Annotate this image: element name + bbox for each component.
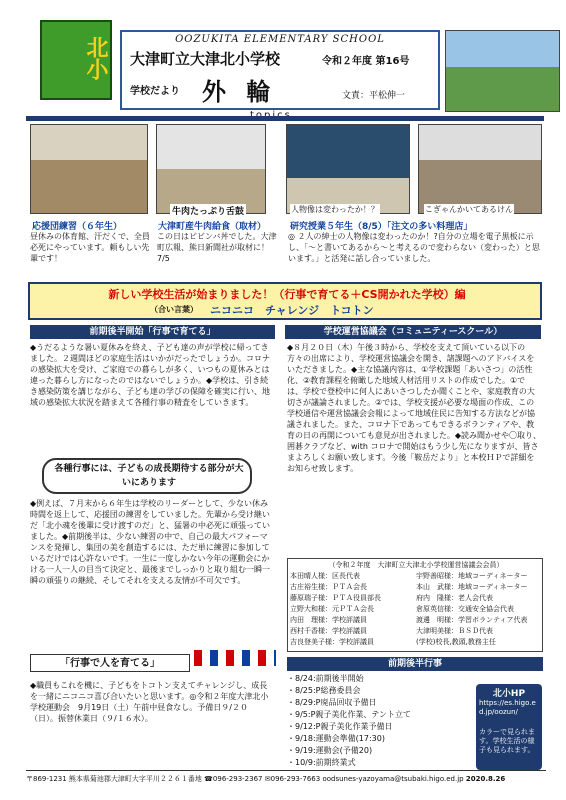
banner bbox=[28, 282, 542, 320]
member-name: 本田晴人様：区長代表 bbox=[290, 572, 360, 580]
member-name: 大津明美様：ＢＳＤ代表 bbox=[416, 627, 493, 635]
schedule-item: ・8/29:P廃品回収予備日 bbox=[287, 698, 377, 707]
member-row bbox=[290, 626, 542, 637]
left-paragraph-3: ◆職員もこれを機に、子どもをトコトン支えてチャレンジし、成長を一緒にニコニコ喜び合いたいと思います。◎令和２年度大津北小学校運動会 9月19日（土）午前中昼食なし。予備日９/２０（日）。振替休業日（９/１６水）。 bbox=[30, 681, 269, 723]
fax-icon: ✉ bbox=[264, 775, 271, 783]
member-name: 宇野善昭様：地域コーディネーター bbox=[416, 572, 528, 580]
hp-title: 北小HP bbox=[492, 689, 526, 699]
banner-slogan: ニコニコ チャレンジ トコトン bbox=[210, 304, 374, 317]
member-row bbox=[290, 571, 542, 582]
school-logo bbox=[40, 20, 112, 100]
topic-caption-class: 人物像は変わったか！？ bbox=[291, 205, 379, 214]
footer-date: 2020.8.26 bbox=[465, 775, 506, 783]
schedule-item: ・8/24:前期後半開始 bbox=[287, 674, 364, 683]
topic-photo-cheer bbox=[30, 124, 148, 214]
title-panel bbox=[120, 30, 440, 110]
members-table bbox=[287, 558, 543, 652]
schedule-item: ・10/9:前期終業式 bbox=[287, 758, 356, 767]
right-heading: 学校運営協議会（コミュニティースクール） bbox=[285, 325, 541, 339]
member-name: 西村千香様：学校評議員 bbox=[290, 627, 367, 635]
topic-title-cheer: 応援団練習（６年生） bbox=[32, 222, 123, 232]
school-photo bbox=[445, 30, 560, 112]
member-name: 倉原英信様：交通安全協会代表 bbox=[416, 605, 514, 613]
left-callout bbox=[42, 458, 252, 494]
schedule-heading: 前期後半行事 bbox=[287, 657, 543, 671]
footer-rule bbox=[26, 770, 546, 771]
right-paragraph: ◆８月２０日（木）午後３時から、学校を支えて頂いている以下の方々の出席により、学校運営協議会を開き、諸課題へのアドバイスをいただきました。◆主な協議内容は、①学校課題「あいさつ」の活性化、②教育課程を俯瞰した地域人材活用リストの作成でした。①では、学校で登校中に何人にあいさつしたか聞くことや、家庭教育の大切さが議論されました。②では、学校支援が必要な場面の作成、この学校通信や運営協議会会報によって地域住民に告知する方法などが協議されました。また、コロナ下であってもできるボランティアや、教育の日の再開についても意見が出されました。◆読み聞かせや〇取り、囲碁クラブなど、with コロナで開始はもう少し先になりますが、皆さまよろしくお願い致します。今後「鞍岳だより」と本校ＨＰで詳細をお知らせ致します。 bbox=[287, 343, 541, 473]
left-paragraph-1: ◆うだるような暑い夏休みを終え、子ども達の声が学校に帰ってきました。２週間ほどの家庭生活はいかがだったでしょうか。コロナの感染拡大を受け、ご家庭での暮らしが多く、いつもの夏休みとは違った暮らし方になったのではないでしょうか。◆学校は、引き続き感染防策を講じながら、子ども達の学びの保障を確実に行い、地域の感染拡大状況を踏まえて各種行事の精査をしていきます。 bbox=[30, 343, 270, 407]
issue-number: 令和２年度 第16号 bbox=[322, 56, 410, 67]
schedule-item: ・9/12:P親子美化作業予備日 bbox=[287, 722, 393, 731]
hp-url[interactable]: https://es.higo.ed.jp/oozun/ bbox=[479, 699, 536, 716]
hp-text: カラーで見られます。学校生活の様子も見られます。 bbox=[479, 728, 535, 754]
member-name: 渡邊 明様：学習ボランティア代表 bbox=[416, 616, 528, 624]
newsletter-name: 外 輪 bbox=[202, 77, 277, 106]
banner-sub-label: （合い言葉） bbox=[150, 305, 198, 314]
schedule-item: ・9/19:運動会(予備20) bbox=[287, 746, 373, 755]
members-title: （令和２年度 大津町立大津北小学校運営協議会会員） bbox=[328, 561, 504, 569]
topic-body-class: ◎ ２人の紳士の人物像は変わったのか！?自分の立場を電子黒板に示し、「～と書いてあるから～と考えるので変わらない（変わった）と思います。」と活発に話し合っていました。 bbox=[288, 232, 540, 263]
topics-band bbox=[26, 116, 544, 121]
footer-tel: 096-293-2367 bbox=[212, 775, 263, 783]
member-row bbox=[290, 582, 542, 593]
schedule-item: ・8/25:P総務委員会 bbox=[287, 686, 361, 695]
school-name-jp: 大津町立大津北小学校 bbox=[130, 50, 281, 68]
flags-illustration bbox=[194, 650, 276, 666]
member-name: 古庄裕生様：ＰＴＡ会長 bbox=[290, 583, 367, 591]
schedule-item: ・9/18:運動会準備(17:30) bbox=[287, 734, 385, 743]
topic-body-cheer: 昼休みの体育館、汗だくで、全員必死にやっています。頼もしい先輩です！ bbox=[30, 232, 150, 263]
topic-title-lunch: 大津町産牛肉給食（取材） bbox=[158, 222, 267, 232]
banner-main: 新しい学校生活が始まりました！（行事で育てる＋CS開かれた学校）編 bbox=[108, 288, 466, 301]
member-name: 吉良登美子様：学校評議員 bbox=[290, 638, 374, 646]
newsletter-label: 学校だより bbox=[130, 86, 180, 97]
schedule-list bbox=[287, 673, 473, 769]
author-credit: 文責：平松伸一 bbox=[342, 91, 406, 101]
member-row bbox=[290, 637, 542, 648]
member-name: 本山 武様：地域コーディネーター bbox=[416, 583, 528, 591]
footer-address: 〒869-1231 熊本県菊池郡大津町大字平川２２６１番地 bbox=[26, 775, 202, 783]
member-name: 藤原瑞子様：ＰＴＡ役員部長 bbox=[290, 594, 381, 602]
member-name: 立野大和様：元ＰＴＡ会長 bbox=[290, 605, 374, 613]
left-callout-text: 各種行事には、子どもの成長期待する部分が大いにあります bbox=[54, 464, 244, 488]
topic-caption-discussion: こぎゃんかいてあるけん bbox=[425, 205, 513, 214]
footer-fax: 096-293-7663 bbox=[270, 775, 321, 783]
left-heading-2: 「行事で人を育てる」 bbox=[30, 654, 190, 672]
topic-caption-lunch: 牛肉たっぷり舌鼓 bbox=[170, 204, 246, 217]
member-name: 府内 隆様：老人会代表 bbox=[416, 594, 493, 602]
member-row bbox=[290, 593, 542, 604]
member-name: (学校)校長,教頭,教務主任 bbox=[416, 638, 496, 646]
left-paragraph-2: ◆例えば、７月末から６年生は学校のリーダーとして、少ない休み時間を返上して、応援団の練習をしていました。先輩から受け継いだ「北小魂を後輩に受け渡すのだ」と、猛暑の中必死に頑張っていました。◆前期後半は、少ない練習の中で、自己の最大パフォーマンスを発揮し、集団の美を創造するには、ただ単に練習に参加しているだけでは心許ないです。一生に一度しかない今年の運動会にかける一人一人の目当て決定と、最後までしっかりと取り組む一瞬一瞬の頑張りの継続、そしてそれを支える友情が不可欠です。 bbox=[30, 499, 270, 585]
phone-icon: ☎ bbox=[204, 775, 213, 783]
school-name-en: OOZUKITA ELEMENTARY SCHOOL bbox=[175, 34, 385, 45]
member-row bbox=[290, 615, 542, 626]
topic-title-class: 研究授業５年生（8/5）「注文の多い料理店」 bbox=[290, 222, 473, 232]
topic-photo-class bbox=[286, 124, 410, 214]
logo-glyph: 北小 bbox=[83, 36, 108, 80]
left-heading: 前期後半開始「行事で育てる」 bbox=[30, 325, 275, 339]
topic-body-lunch: この日はビビンバ丼でした。大津町広報、熊日新聞社が取材に！7/5 bbox=[157, 232, 277, 263]
member-row bbox=[290, 604, 542, 615]
hp-info-box bbox=[476, 684, 542, 770]
member-name: 内田 理様：学校評議員 bbox=[290, 616, 367, 624]
footer-email[interactable]: oodsunes-yazoyama@tsubaki.higo.ed.jp bbox=[322, 775, 464, 783]
topic-photo-discussion bbox=[418, 124, 542, 214]
footer bbox=[26, 773, 546, 785]
masthead bbox=[40, 20, 560, 130]
schedule-item: ・9/5:P親子美化作業、テント立て bbox=[287, 710, 411, 719]
topic-photo-lunch bbox=[156, 124, 266, 214]
